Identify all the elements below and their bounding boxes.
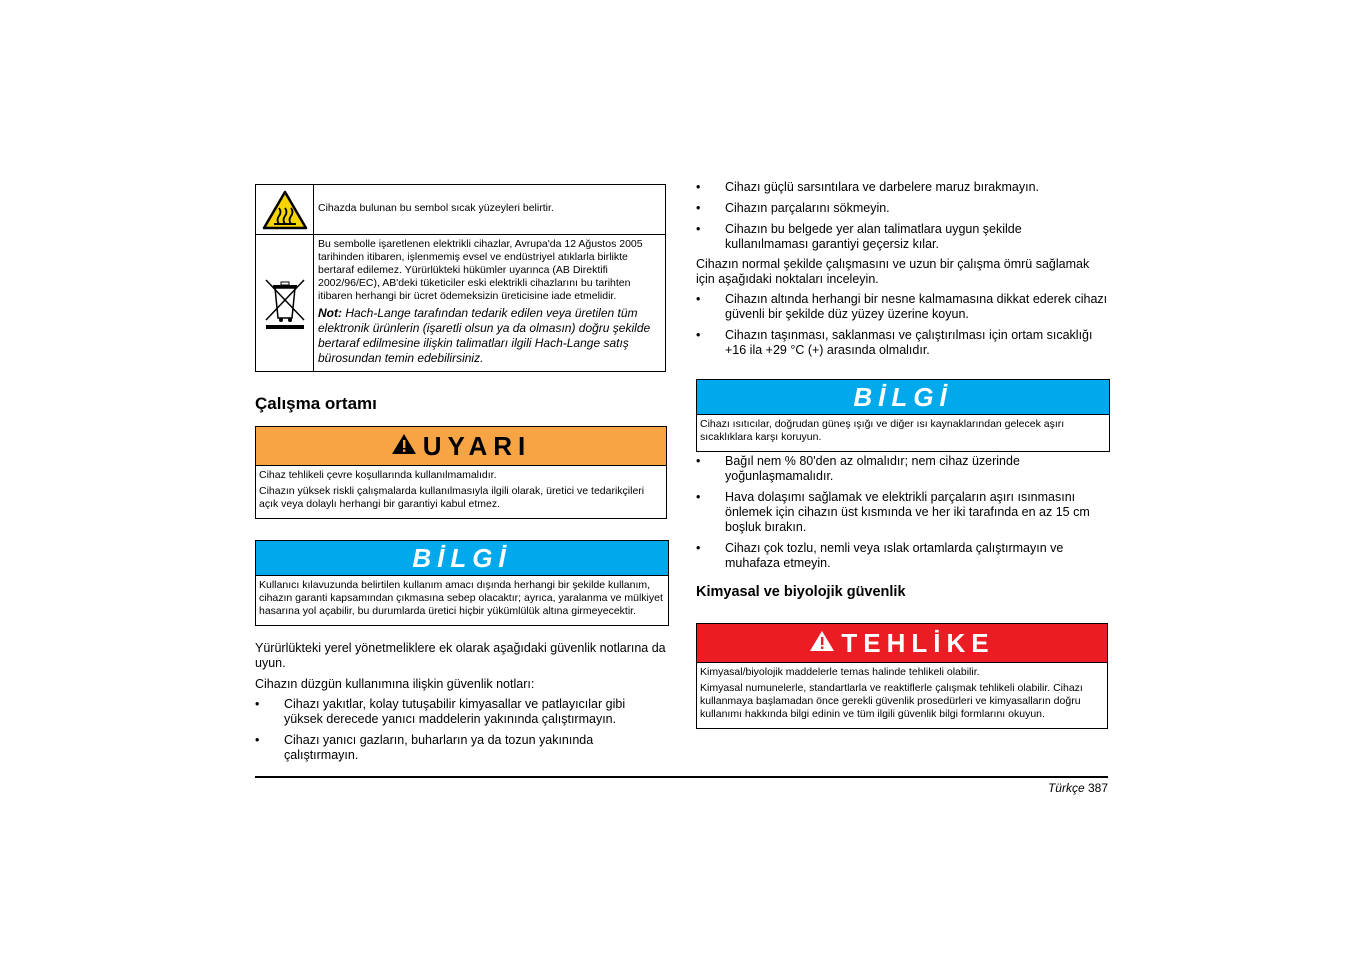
note-label: Not: xyxy=(318,306,342,320)
info-body xyxy=(697,415,1109,451)
danger-title: TEHLİKE xyxy=(841,627,995,658)
symbol-text: Cihazda bulunan bu sembol sıcak yüzeyleri belirtir. xyxy=(318,202,554,214)
warning-body xyxy=(256,466,666,518)
danger-triangle-icon xyxy=(809,628,835,659)
warning-line: Cihazın yüksek riskli çalışmalarda kullanılmasıyla ilgili olarak, üretici ve tedarikçileri açık veya dolaylı herhangi bir garantiyi kabul etmez. xyxy=(259,485,645,510)
list-item: • Cihazın bu belgede yer alan talimatlara uygun şekilde kullanılmaması garantiyi geçersiz kılar. xyxy=(696,222,1108,252)
bullet-list xyxy=(696,292,1108,364)
symbol-table xyxy=(255,184,666,372)
paragraph: Yürürlükteki yerel yönetmeliklere ek olarak aşağıdaki güvenlik notlarına da uyun. xyxy=(255,641,666,670)
info-callout-right xyxy=(696,379,1110,452)
list-item: • Cihazın altında herhangi bir nesne kalmamasına dikkat ederek cihazı güvenli bir şekilde düz yüzey üzerine koyun. xyxy=(696,292,1108,322)
danger-line: Kimyasal/biyolojik maddelerle temas halinde tehlikeli olabilir. xyxy=(700,666,980,678)
crossed-bin-icon xyxy=(256,235,314,371)
info-title: BİLGİ xyxy=(412,542,512,573)
list-item: • Cihazı güçlü sarsıntılara ve darbelere maruz bırakmayın. xyxy=(696,180,1108,195)
bullet-list xyxy=(696,180,1108,258)
hot-surface-icon xyxy=(256,185,314,234)
info-header xyxy=(697,380,1109,415)
warning-title: UYARI xyxy=(422,430,532,461)
page-number: 387 xyxy=(1087,781,1108,795)
list-item: • Cihazın taşınması, saklanması ve çalıştırılması için ortam sıcaklığı +16 ila +29 °C (+) arasında olmalıdır. xyxy=(696,328,1108,358)
footer-rule xyxy=(255,776,1108,778)
bullet-list xyxy=(255,697,667,769)
symbol-row-weee xyxy=(256,235,665,371)
list-item: • Cihazı yanıcı gazların, buharların ya da tozun yakınında çalıştırmayın. xyxy=(255,733,667,763)
list-item: • Bağıl nem % 80'den az olmalıdır; nem cihaz üzerinde yoğunlaşmamalıdır. xyxy=(696,454,1108,484)
section-heading-chemical: Kimyasal ve biyolojik güvenlik xyxy=(696,584,906,600)
symbol-row-hot-surface xyxy=(256,185,665,235)
info-line: Kullanıcı kılavuzunda belirtilen kullanım amacı dışında herhangi bir şekilde kullanım, cihazın garanti kapsamından çıkmasına sebep olacaktır; ayrıca, yaralanma ve mülkiyet hasarına yol açabilir, bu durumlarda üretici hiçbir yükümlülük altına girmeyecektir. xyxy=(259,579,663,617)
weee-description: Bu sembolle işaretlenen elektrikli cihazlar, Avrupa'da 12 Ağustos 2005 tarihinden itibaren, işlenmemiş evsel ve endüstriyel atıklarla birlikte bertaraf edilemez. Yürürlükteki hükümler uyarınca (AB Direktifi 2002/96/EC), AB'deki tüketiciler eski elektrikli cihazlarını bu tarihten itibaren herhangi bir ücret ödemeksizin üreticisine iade etmelidir. xyxy=(318,238,643,302)
paragraph: Cihazın normal şekilde çalışmasını ve uzun bir çalışma ömrü sağlamak için aşağıdaki noktaları inceleyin. xyxy=(696,257,1090,286)
info-title: BİLGİ xyxy=(853,381,953,412)
info-header xyxy=(256,541,668,576)
list-item: • Cihazı çok tozlu, nemli veya ıslak ortamlarda çalıştırmayın ve muhafaza etmeyin. xyxy=(696,541,1108,571)
bullet-list xyxy=(696,454,1108,577)
info-callout xyxy=(255,540,669,626)
info-line: Cihazı ısıtıcılar, doğrudan güneş ışığı ve diğer ısı kaynaklarından gelecek aşırı sıcaklıklara karşı koruyun. xyxy=(700,418,1065,443)
warning-header xyxy=(256,427,666,466)
warning-line: Cihaz tehlikeli çevre koşullarında kullanılmamalıdır. xyxy=(259,469,497,481)
danger-header xyxy=(697,624,1107,663)
footer-language: Türkçe xyxy=(1047,781,1085,795)
list-item: • Cihazı yakıtlar, kolay tutuşabilir kimyasallar ve patlayıcılar gibi yüksek derecede yanıcı maddelerin yakınında çalıştırmayın. xyxy=(255,697,667,727)
paragraph: Cihazın düzgün kullanımına ilişkin güvenlik notları: xyxy=(255,677,535,691)
info-body xyxy=(256,576,668,625)
list-item: • Cihazın parçalarını sökmeyin. xyxy=(696,201,1108,216)
symbol-weee-text xyxy=(314,235,665,371)
weee-note xyxy=(318,306,660,366)
danger-line: Kimyasal numunelerle, standartlarla ve reaktiflerle çalışmak tehlikeli olabilir. Cihazı kullanmaya başlamadan önce gerekli güvenlik prosedürleri ve kimyasalların doğru kullanımı hakkında bilgi edinin ve tüm ilgili güvenlik bilgi formlarını okuyun. xyxy=(700,682,1083,720)
page-footer xyxy=(1048,781,1108,795)
list-item: • Hava dolaşımı sağlamak ve elektrikli parçaların aşırı ısınmasını önlemek için cihazın üst kısmında ve her iki tarafında en az 15 cm boşluk bırakın. xyxy=(696,490,1108,535)
danger-callout xyxy=(696,623,1108,729)
section-heading-environment: Çalışma ortamı xyxy=(255,394,377,413)
warning-triangle-icon xyxy=(391,431,417,462)
danger-body xyxy=(697,663,1107,728)
warning-callout xyxy=(255,426,667,519)
note-text: Hach-Lange tarafından tedarik edilen veya üretilen tüm elektronik ürünlerin (işaretli olsun ya da olmasın) doğru şekilde bertaraf edilmesine ilişkin talimatları ilgili Hach-Lange satış bürosundan temin edebilirsiniz. xyxy=(318,306,651,365)
